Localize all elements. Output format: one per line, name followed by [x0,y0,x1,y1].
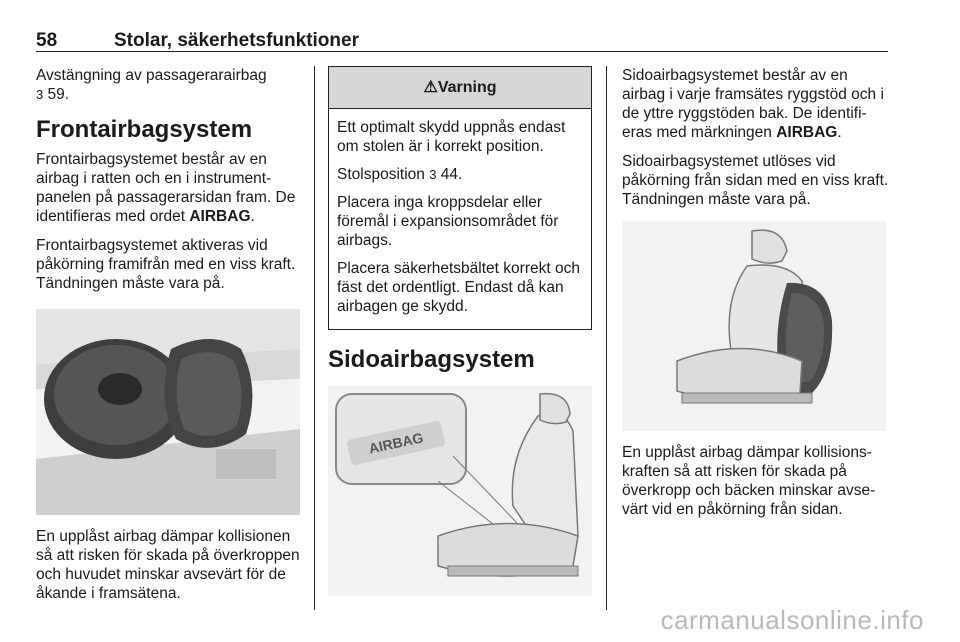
side-airbag-description: Sidoairbagsystemet består av en airbag i varje framsätes ryggstöd och i de yttre ryggstöden bak. De identifieras med märkningen AIRBAG. [622,67,884,141]
watermark: carmanualsonline.info [660,605,924,635]
seat-airbag-label-illustration [328,386,592,596]
page-header [36,30,888,52]
page-number: 58 [36,30,58,51]
page-title: Stolar, säkerhetsfunktioner [114,30,359,51]
intro-reference: Avstängning av passagerarairbag 3 59. [36,67,267,103]
front-airbag-illustration [36,309,300,515]
front-airbag-caption: En upplåst airbag dämpar kollisionen så att risken för skada på överkroppen och huvudet minskar avsevärt för de åkande i framsätena. [36,528,300,602]
section-heading-side-airbag: Sidoairbagsystem [328,346,535,373]
front-airbag-description: Frontairbagsystemet består av en airbag i ratten och en i instrumentpanelen på passagerarsidan fram. De identifieras med ordet AIRBAG. [36,151,296,225]
column-right [622,66,890,529]
warning-triangle-icon: ⚠ [423,79,438,96]
warning-text: Placera inga kroppsdelar eller föremål i expansionsområdet för airbags. [337,194,559,249]
warning-text: Placera säkerhetsbältet korrekt och fäst det ordentligt. Endast då kan airbagen ge skydd. [337,260,580,315]
column-left [36,66,300,613]
column-middle [328,66,592,596]
side-airbag-illustration [622,221,886,431]
column-divider [314,66,315,610]
warning-title: Varning [437,79,497,96]
warning-body [329,109,591,329]
warning-header [329,67,591,109]
section-heading-front-airbag: Frontairbagsystem [36,116,253,143]
front-airbag-activation: Frontairbagsystemet aktiveras vid påkörning framifrån med en viss kraft. Tändningen måste vara på. [36,237,296,292]
airbag-label-text: AIRBAG [367,429,425,457]
column-divider [606,66,607,610]
page-ref-arrow-icon: 3 [429,167,437,182]
side-airbag-activation: Sidoairbagsystemet utlöses vid påkörning från sidan med en viss kraft. Tändningen måste vara på. [622,153,889,208]
page-ref-link[interactable]: 44. [436,166,463,183]
page-ref-arrow-icon: 3 [36,87,44,102]
warning-text: Ett optimalt skydd uppnås endast om stolen är i korrekt position. [337,119,566,155]
page-ref-link[interactable]: 59. [43,86,70,103]
side-airbag-caption: En upplåst airbag dämpar kollisionskraften så att risken för skada på överkropp och bäcken minskar avsevärt vid en påkörning från sidan. [622,444,876,518]
warning-seat-position-ref: Stolsposition 3 44. [337,166,463,183]
warning-box [328,66,592,330]
